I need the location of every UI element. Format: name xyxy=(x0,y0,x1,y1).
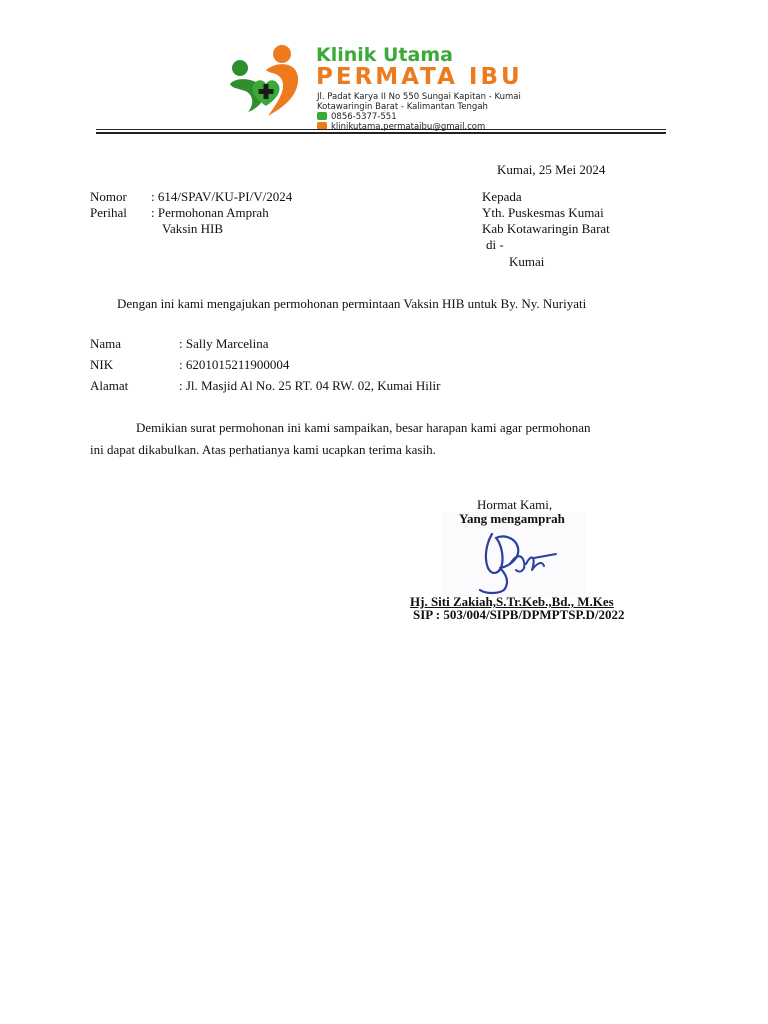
perihal-label: Perihal xyxy=(90,205,127,220)
signatory-sip: SIP : 503/004/SIPB/DPMPTSP.D/2022 xyxy=(413,607,625,622)
handwritten-signature xyxy=(470,524,560,596)
nama-value: : Sally Marcelina xyxy=(179,336,269,351)
recipient-line-1: Kepada xyxy=(482,189,522,204)
alamat-label: Alamat xyxy=(90,378,129,393)
perihal-value-cont: Vaksin HIB xyxy=(162,221,224,236)
email-line xyxy=(317,122,485,132)
clinic-logo xyxy=(226,42,306,117)
whatsapp-icon xyxy=(317,112,327,120)
closing-line-2: ini dapat dikabulkan. Atas perhatianya kami ucapkan terima kasih. xyxy=(90,442,436,457)
recipient-line-4: di - xyxy=(486,237,504,252)
intro-paragraph: Dengan ini kami mengajukan permohonan permintaan Vaksin HIB untuk By. Ny. Nuriyati xyxy=(117,296,587,311)
header-divider-thin xyxy=(96,129,666,130)
clinic-title: Klinik Utama xyxy=(316,44,453,66)
closing-line-1: Demikian surat permohonan ini kami sampaikan, besar harapan kami agar permohonan xyxy=(136,420,591,435)
address-line-1: Jl. Padat Karya II No 550 Sungai Kapitan - Kumai xyxy=(317,92,521,102)
nik-value: : 6201015211900004 xyxy=(179,357,290,372)
place-date: Kumai, 25 Mei 2024 xyxy=(497,162,606,177)
nama-label: Nama xyxy=(90,336,122,351)
nik-label: NIK xyxy=(90,357,114,372)
phone-line xyxy=(317,112,397,122)
signature-role: Yang mengamprah xyxy=(459,511,565,526)
perihal-value: : Permohonan Amprah xyxy=(151,205,269,220)
recipient-line-3: Kab Kotawaringin Barat xyxy=(482,221,610,236)
email-address: klinikutama.permataibu@gmail.com xyxy=(331,122,486,132)
recipient-line-2: Yth. Puskesmas Kumai xyxy=(482,205,604,220)
alamat-value: : Jl. Masjid Al No. 25 RT. 04 RW. 02, Kumai Hilir xyxy=(179,378,441,393)
header-divider-thick xyxy=(96,132,666,134)
nomor-value: : 614/SPAV/KU-PI/V/2024 xyxy=(151,189,293,204)
signatory-name: Hj. Siti Zakiah,S.Tr.Keb.,Bd., M.Kes xyxy=(410,594,614,609)
nomor-label: Nomor xyxy=(90,189,127,204)
phone-number: 0856-5377-551 xyxy=(331,112,397,122)
address-line-2: Kotawaringin Barat - Kalimantan Tengah xyxy=(317,102,488,112)
clinic-name: PERMATA IBU xyxy=(316,64,523,90)
recipient-line-5: Kumai xyxy=(509,254,545,269)
signature-greeting: Hormat Kami, xyxy=(477,497,553,512)
letterhead xyxy=(200,30,610,132)
